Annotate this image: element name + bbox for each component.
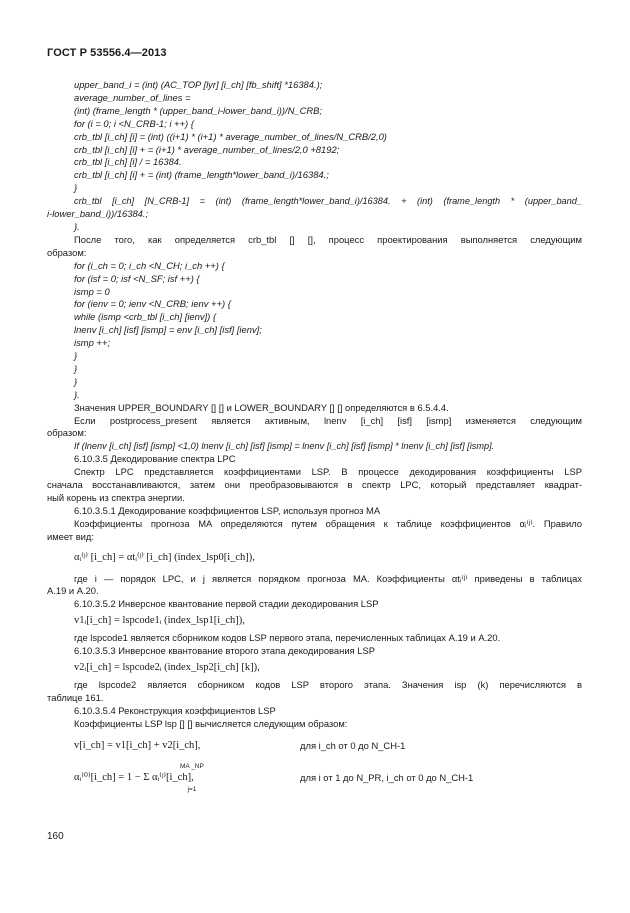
code-line: lnenv [i_ch] [isf] [ismp] = env [i_ch] [isf] [ienv]; [74,324,262,336]
page-number: 160 [47,831,64,842]
formula-v-sum: v[i_ch] = v1[i_ch] + v2[i_ch], [74,740,201,752]
code-line: for (isf = 0; isf <N_SF; isf ++) { [74,272,200,284]
paragraph-line: таблице 161. [47,691,104,703]
code-line: crb_tbl [i_ch] [i] / = 16384. [74,156,182,168]
paragraph-line: где lspcode1 является сборником кодов LSP первого этапа, перечисленных таблицах А.19 и А.20. [74,632,501,644]
paragraph-line: сначала восстанавливаются, затем они преобразовываются в спектр LPC, который представляет квадрат- [47,479,582,491]
paragraph-line: А.19 и А.20. [47,585,99,597]
code-line: } [74,362,78,374]
code-line: }. [74,388,80,400]
paragraph-line: имеет вид: [47,530,94,542]
code-line-long-cont: i-lower_band_i))/16384.; [47,208,149,220]
section-heading: 6.10.3.5.4 Реконструкция коэффициентов LSP [74,704,276,716]
paragraph-line: где lspcode2 является сборником кодов LSP второго этапа. Значения isp (k) перечисляются в [74,678,582,690]
code-line: for (i = 0; i <N_CRB-1; i ++) { [74,117,194,129]
paragraph-line: образом: [47,427,87,439]
code-line: while (ismp <crb_tbl [i_ch] [ienv]) { [74,311,216,323]
section-heading: 6.10.3.5.3 Инверсное квантование второго этапа декодирования LSP [74,645,375,657]
section-heading: 6.10.3.5.1 Декодирование коэффициентов LSP, используя прогноз MA [74,504,381,516]
code-line: If (lnenv [i_ch] [isf] [ismp] <1,0) lnenv [i_ch] [isf] [ismp] = lnenv [i_ch] [isf] [ismp] * lnenv [i_ch] [isf] [ismp]. [74,441,495,452]
code-line: upper_band_i = (int) (AC_TOP [lyr] [i_ch] [fb_shift] *16384.); [74,79,323,90]
code-line: (int) (frame_length * (upper_band_i-lower_band_i))/N_CRB; [74,104,323,116]
paragraph-line: Спектр LPC представляется коэффициентами LSP. В процессе декодирования коэффициенты LSP [74,466,582,478]
code-line: average_number_of_lines = [74,91,191,103]
paragraph-line: Если postprocess_present является активным, lnenv [i_ch] [isf] [ismp] изменяется следующим [74,414,582,426]
code-line: crb_tbl [i_ch] [i] + = (int) (frame_length*lower_band_i)/16384.; [74,169,329,181]
paragraph-line: образом: [47,246,87,258]
code-line: crb_tbl [i_ch] [i] = (int) ((i+1) * (i+1) * average_number_of_lines/N_CRB/2,0) [74,130,387,142]
formula-v2: v2ᵢ[i_ch] = lspcode2ᵢ (index_lsp2[i_ch] [k]), [74,661,260,673]
code-line: }. [74,220,80,232]
code-line: for (ienv = 0; ienv <N_CRB; ienv ++) { [74,298,231,310]
section-heading: 6.10.3.5 Декодирование спектра LPC [74,453,236,465]
formula-v1: v1ᵢ[i_ch] = lspcode1ᵢ (index_lsp1[i_ch]), [74,615,245,627]
paragraph-line: ный корень из спектра энергии. [47,492,185,503]
page-content [47,79,582,795]
code-line-long: crb_tbl [i_ch] [N_CRB-1] = (int) (frame_length*lower_band_i)/16384. + (int) (frame_length * (upper_band_ [74,196,582,207]
formula-row [47,739,582,755]
code-line: crb_tbl [i_ch] [i] + = (i+1) * average_number_of_lines/2,0 +8192; [74,143,340,155]
section-heading: 6.10.3.5.2 Инверсное квантование первой стадии декодирования LSP [74,598,379,610]
formula-condition: для i_ch от 0 до N_CH-1 [300,740,406,752]
code-line: ismp ++; [74,337,110,349]
code-line: } [74,182,78,194]
paragraph-line: где i — порядок LPC, и j является порядком прогноза MA. Коэффициенты αtᵢ⁽ʲ⁾ приведены в таблицах [74,572,582,584]
formula-row [47,763,582,795]
code-line: ismp = 0 [74,285,110,297]
sum-upper-limit: MA _NP [180,762,204,770]
paragraph-line: После того, как определяется crb_tbl [] [], процесс проектирования выполняется следующим [74,233,582,245]
code-line: } [74,375,78,387]
paragraph-line: Значения UPPER_BOUNDARY [] [] и LOWER_BOUNDARY [] [] определяются в 6.5.4.4. [74,401,449,413]
paragraph-line: Коэффициенты LSP lsp [] [] вычисляется следующим образом: [74,717,348,729]
document-header: ГОСТ Р 53556.4—2013 [47,47,167,59]
sum-lower-limit: j=1 [187,785,197,793]
formula-alpha: αᵢ⁽ʲ⁾ [i_ch] = αtᵢ⁽ʲ⁾ [i_ch] (index_lsp0[i_ch]), [74,551,255,563]
sum-limits [180,763,204,793]
paragraph-line: Коэффициенты прогноза MA определяются путем обращения к таблице коэффициентов αᵢ⁽ʲ⁾. Правило [74,517,582,529]
formula-alpha0: αᵢ⁽⁰⁾[i_ch] = 1 − Σ αᵢ⁽ʲ⁾[i_ch], [74,772,194,784]
code-line: } [74,350,78,362]
formula-condition: для i от 1 до N_PR, i_ch от 0 до N_CH-1 [300,772,474,784]
code-line: for (i_ch = 0; i_ch <N_CH; i_ch ++) { [74,259,225,271]
